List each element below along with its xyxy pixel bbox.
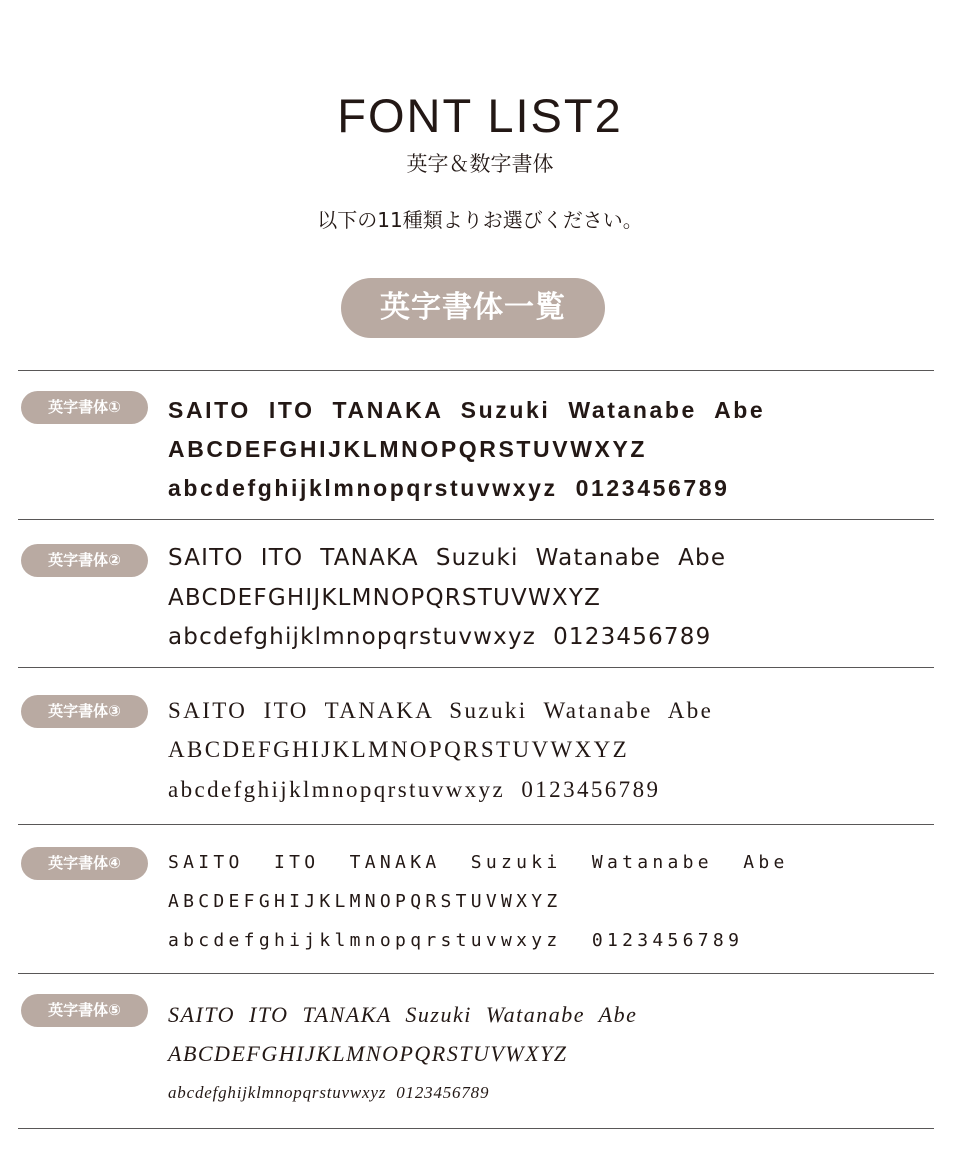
font-2-line-names: SAITO ITO TANAKA Suzuki Watanabe Abe	[168, 545, 727, 571]
font-badge-3: 英字書体③	[21, 695, 148, 728]
font-4-line-names: SAITO ITO TANAKA Suzuki Watanabe Abe	[168, 852, 789, 873]
divider	[18, 519, 934, 520]
font-5-line-uppercase: ABCDEFGHIJKLMNOPQRSTUVWXYZ	[168, 1041, 568, 1066]
font-3-line-lowercase-digits: abcdefghijklmnopqrstuvwxyz 0123456789	[168, 777, 661, 802]
section-label-pill: 英字書体一覧	[341, 278, 605, 338]
font-3-line-uppercase: ABCDEFGHIJKLMNOPQRSTUVWXYZ	[168, 737, 630, 762]
font-2-line-uppercase: ABCDEFGHIJKLMNOPQRSTUVWXYZ	[168, 585, 602, 611]
font-5-line-names: SAITO ITO TANAKA Suzuki Watanabe Abe	[168, 1002, 638, 1027]
font-badge-2: 英字書体②	[21, 544, 148, 577]
instruction-text: 以下の11種類よりお選びください。	[317, 208, 643, 232]
divider	[18, 824, 934, 825]
font-4-line-uppercase: ABCDEFGHIJKLMNOPQRSTUVWXYZ	[168, 891, 562, 912]
divider	[18, 973, 934, 974]
divider	[18, 667, 934, 668]
font-2-line-lowercase-digits: abcdefghijklmnopqrstuvwxyz 0123456789	[168, 624, 712, 650]
font-1-line-names: SAITO ITO TANAKA Suzuki Watanabe Abe	[168, 397, 766, 423]
page-title: FONT LIST2	[337, 89, 623, 142]
divider	[18, 1128, 934, 1129]
page-subtitle: 英字＆数字書体	[406, 152, 554, 176]
font-badge-5: 英字書体⑤	[21, 994, 148, 1027]
font-3-line-names: SAITO ITO TANAKA Suzuki Watanabe Abe	[168, 698, 714, 723]
font-1-line-uppercase: ABCDEFGHIJKLMNOPQRSTUVWXYZ	[168, 436, 648, 462]
font-badge-4: 英字書体④	[21, 847, 148, 880]
font-4-line-lowercase-digits: abcdefghijklmnopqrstuvwxyz 0123456789	[168, 930, 744, 951]
font-badge-1: 英字書体①	[21, 391, 148, 424]
font-1-line-lowercase-digits: abcdefghijklmnopqrstuvwxyz 0123456789	[168, 475, 730, 501]
divider	[18, 370, 934, 371]
font-5-line-lowercase-digits: abcdefghijklmnopqrstuvwxyz 0123456789	[168, 1083, 490, 1102]
